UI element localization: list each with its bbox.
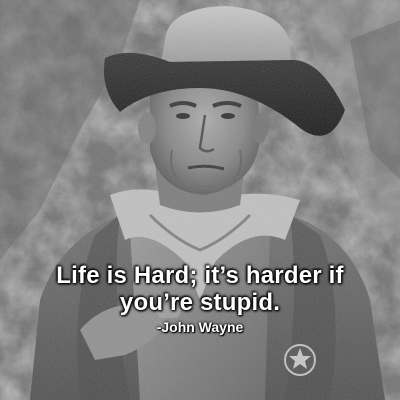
quote-line-2: you’re stupid. (119, 289, 281, 316)
quote-attribution: -John Wayne (156, 319, 244, 335)
quote-line-1: Life is Hard; it’s harder if (56, 262, 344, 289)
quote-caption (0, 262, 400, 335)
